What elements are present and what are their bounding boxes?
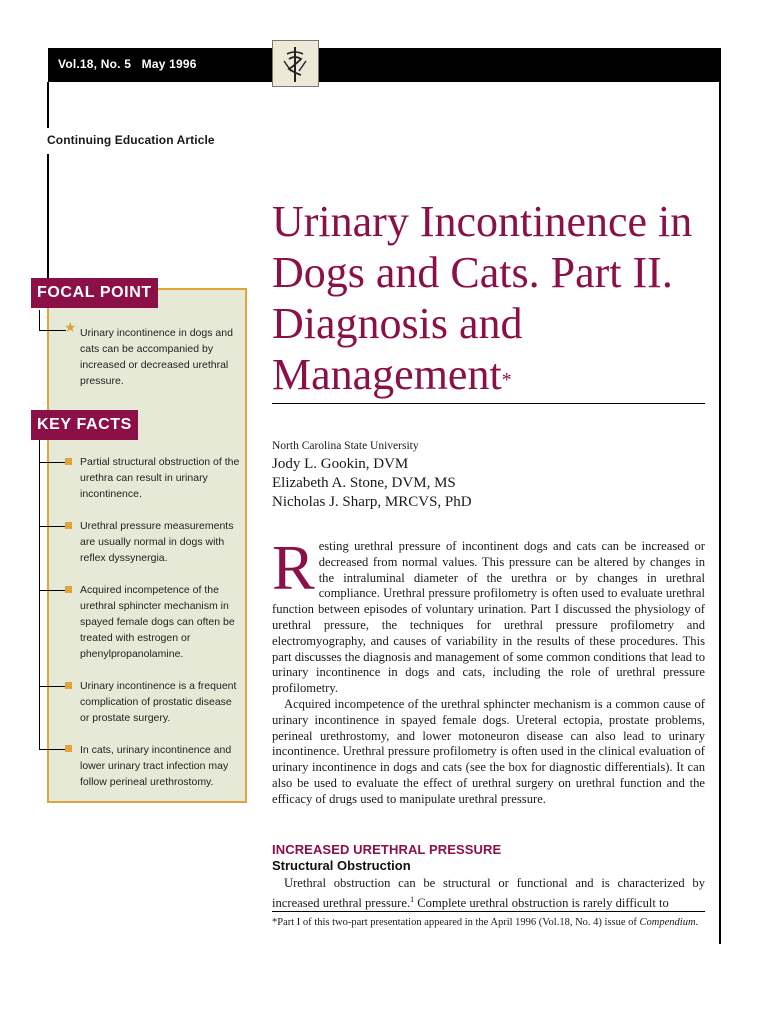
reference-marker: 1 — [410, 894, 415, 904]
footnote-divider — [272, 911, 705, 912]
connector-line — [39, 440, 40, 749]
connector-line — [39, 749, 66, 750]
bullet-square-icon — [65, 458, 72, 465]
connector-line — [39, 526, 66, 527]
key-fact-item: Acquired incompetence of the urethral sphincter mechanism in spayed female dogs can often be treated with estrogen or phenylpropanolamine. — [80, 584, 235, 660]
article-title — [272, 196, 712, 400]
connector-line — [39, 462, 66, 463]
connector-line — [39, 330, 66, 331]
article-type: Continuing Education Article — [47, 133, 215, 147]
connector-line — [39, 590, 66, 591]
drop-cap: R — [272, 532, 315, 603]
focal-point-text: Urinary incontinence in dogs and cats can be accompanied by increased or decreased urethral pressure. — [80, 327, 233, 387]
section-heading: INCREASED URETHRAL PRESSURE — [272, 842, 502, 857]
affiliation: North Carolina State University — [272, 440, 419, 452]
title-divider — [272, 403, 705, 404]
key-fact-item: Partial structural obstruction of the urethra can result in urinary incontinence. — [80, 456, 240, 500]
author-name: Jody L. Gookin, DVM — [272, 456, 409, 472]
paragraph-text: Complete urethral obstruction is rarely difficult to — [414, 895, 669, 910]
author-name: Elizabeth A. Stone, DVM, MS — [272, 475, 456, 491]
key-fact-item: In cats, urinary incontinence and lower urinary tract infection may follow perineal urethrostomy. — [80, 744, 232, 788]
left-rule — [47, 82, 49, 128]
paragraph: Acquired incompetence of the urethral sphincter mechanism is a common cause of urinary incontinence in spayed female dogs. Ureteral ectopia, prostate problems, perineal urethrostomy, and lower motoneuron disease can also lead to urinary incontinence. Urethral pressure profilometry is often used in the clinical evaluation of urinary incontinence in dogs and cats (see the box for diagnostic differentials). It can also be used to evaluate the effect of urethral surgery on urethral function and the efficacy of drugs used to manipulate urethral pressure. — [272, 696, 705, 806]
paragraph — [272, 532, 705, 697]
journal-name: Compendium — [639, 917, 696, 928]
bullet-square-icon — [65, 745, 72, 752]
bullet-square-icon — [65, 586, 72, 593]
issue-info: Vol.18, No. 5 May 1996 — [58, 57, 197, 71]
star-icon: ★ — [64, 321, 77, 336]
title-footnote-marker: * — [501, 369, 512, 391]
focal-point-label: FOCAL POINT — [31, 278, 158, 308]
author-list — [272, 455, 472, 512]
footnote-text: *Part I of this two-part presentation appeared in the April 1996 (Vol.18, No. 4) issue of — [272, 917, 637, 928]
article-title-text: Urinary Incontinence in Dogs and Cats. Part II. Diagnosis and Management — [272, 197, 693, 399]
footnote-end: . — [695, 917, 699, 928]
caduceus-icon — [272, 40, 319, 87]
bullet-square-icon — [65, 522, 72, 529]
paragraph-text: esting urethral pressure of incontinent dogs and cats can be increased or decreased from normal values. This pressure can be altered by changes in the intraluminal diameter of the urethra or by changes in urethral compliance. Urethral pressure profilometry is often used to evaluate urethral function between episodes of voluntary urination. Part I discussed the physiology of urethral pressure, the techniques for urethral pressure profilometry and electromyography, and causes of variability in the results of these procedures. This part discusses the diagnosis and management of some common conditions that lead to urinary incontinence in dogs and cats, including the role of urethral pressure profilometry. — [272, 539, 705, 696]
footnote — [272, 916, 705, 930]
right-rule — [719, 82, 721, 944]
paragraph-text: Urethral obstruction can be structural or functional and is characterized by increased urethral pressure. — [272, 876, 705, 910]
paragraph — [272, 876, 705, 912]
author-name: Nicholas J. Sharp, MRCVS, PhD — [272, 494, 472, 510]
connector-line — [39, 686, 66, 687]
bullet-square-icon — [65, 682, 72, 689]
subsection-heading: Structural Obstruction — [272, 858, 411, 873]
article-body — [272, 532, 705, 808]
connector-line — [39, 310, 40, 330]
key-facts-label: KEY FACTS — [31, 410, 138, 440]
key-fact-item: Urinary incontinence is a frequent complication of prostatic disease or prostate surgery. — [80, 680, 237, 724]
key-fact-item: Urethral pressure measurements are usually normal in dogs with reflex dyssynergia. — [80, 520, 234, 564]
